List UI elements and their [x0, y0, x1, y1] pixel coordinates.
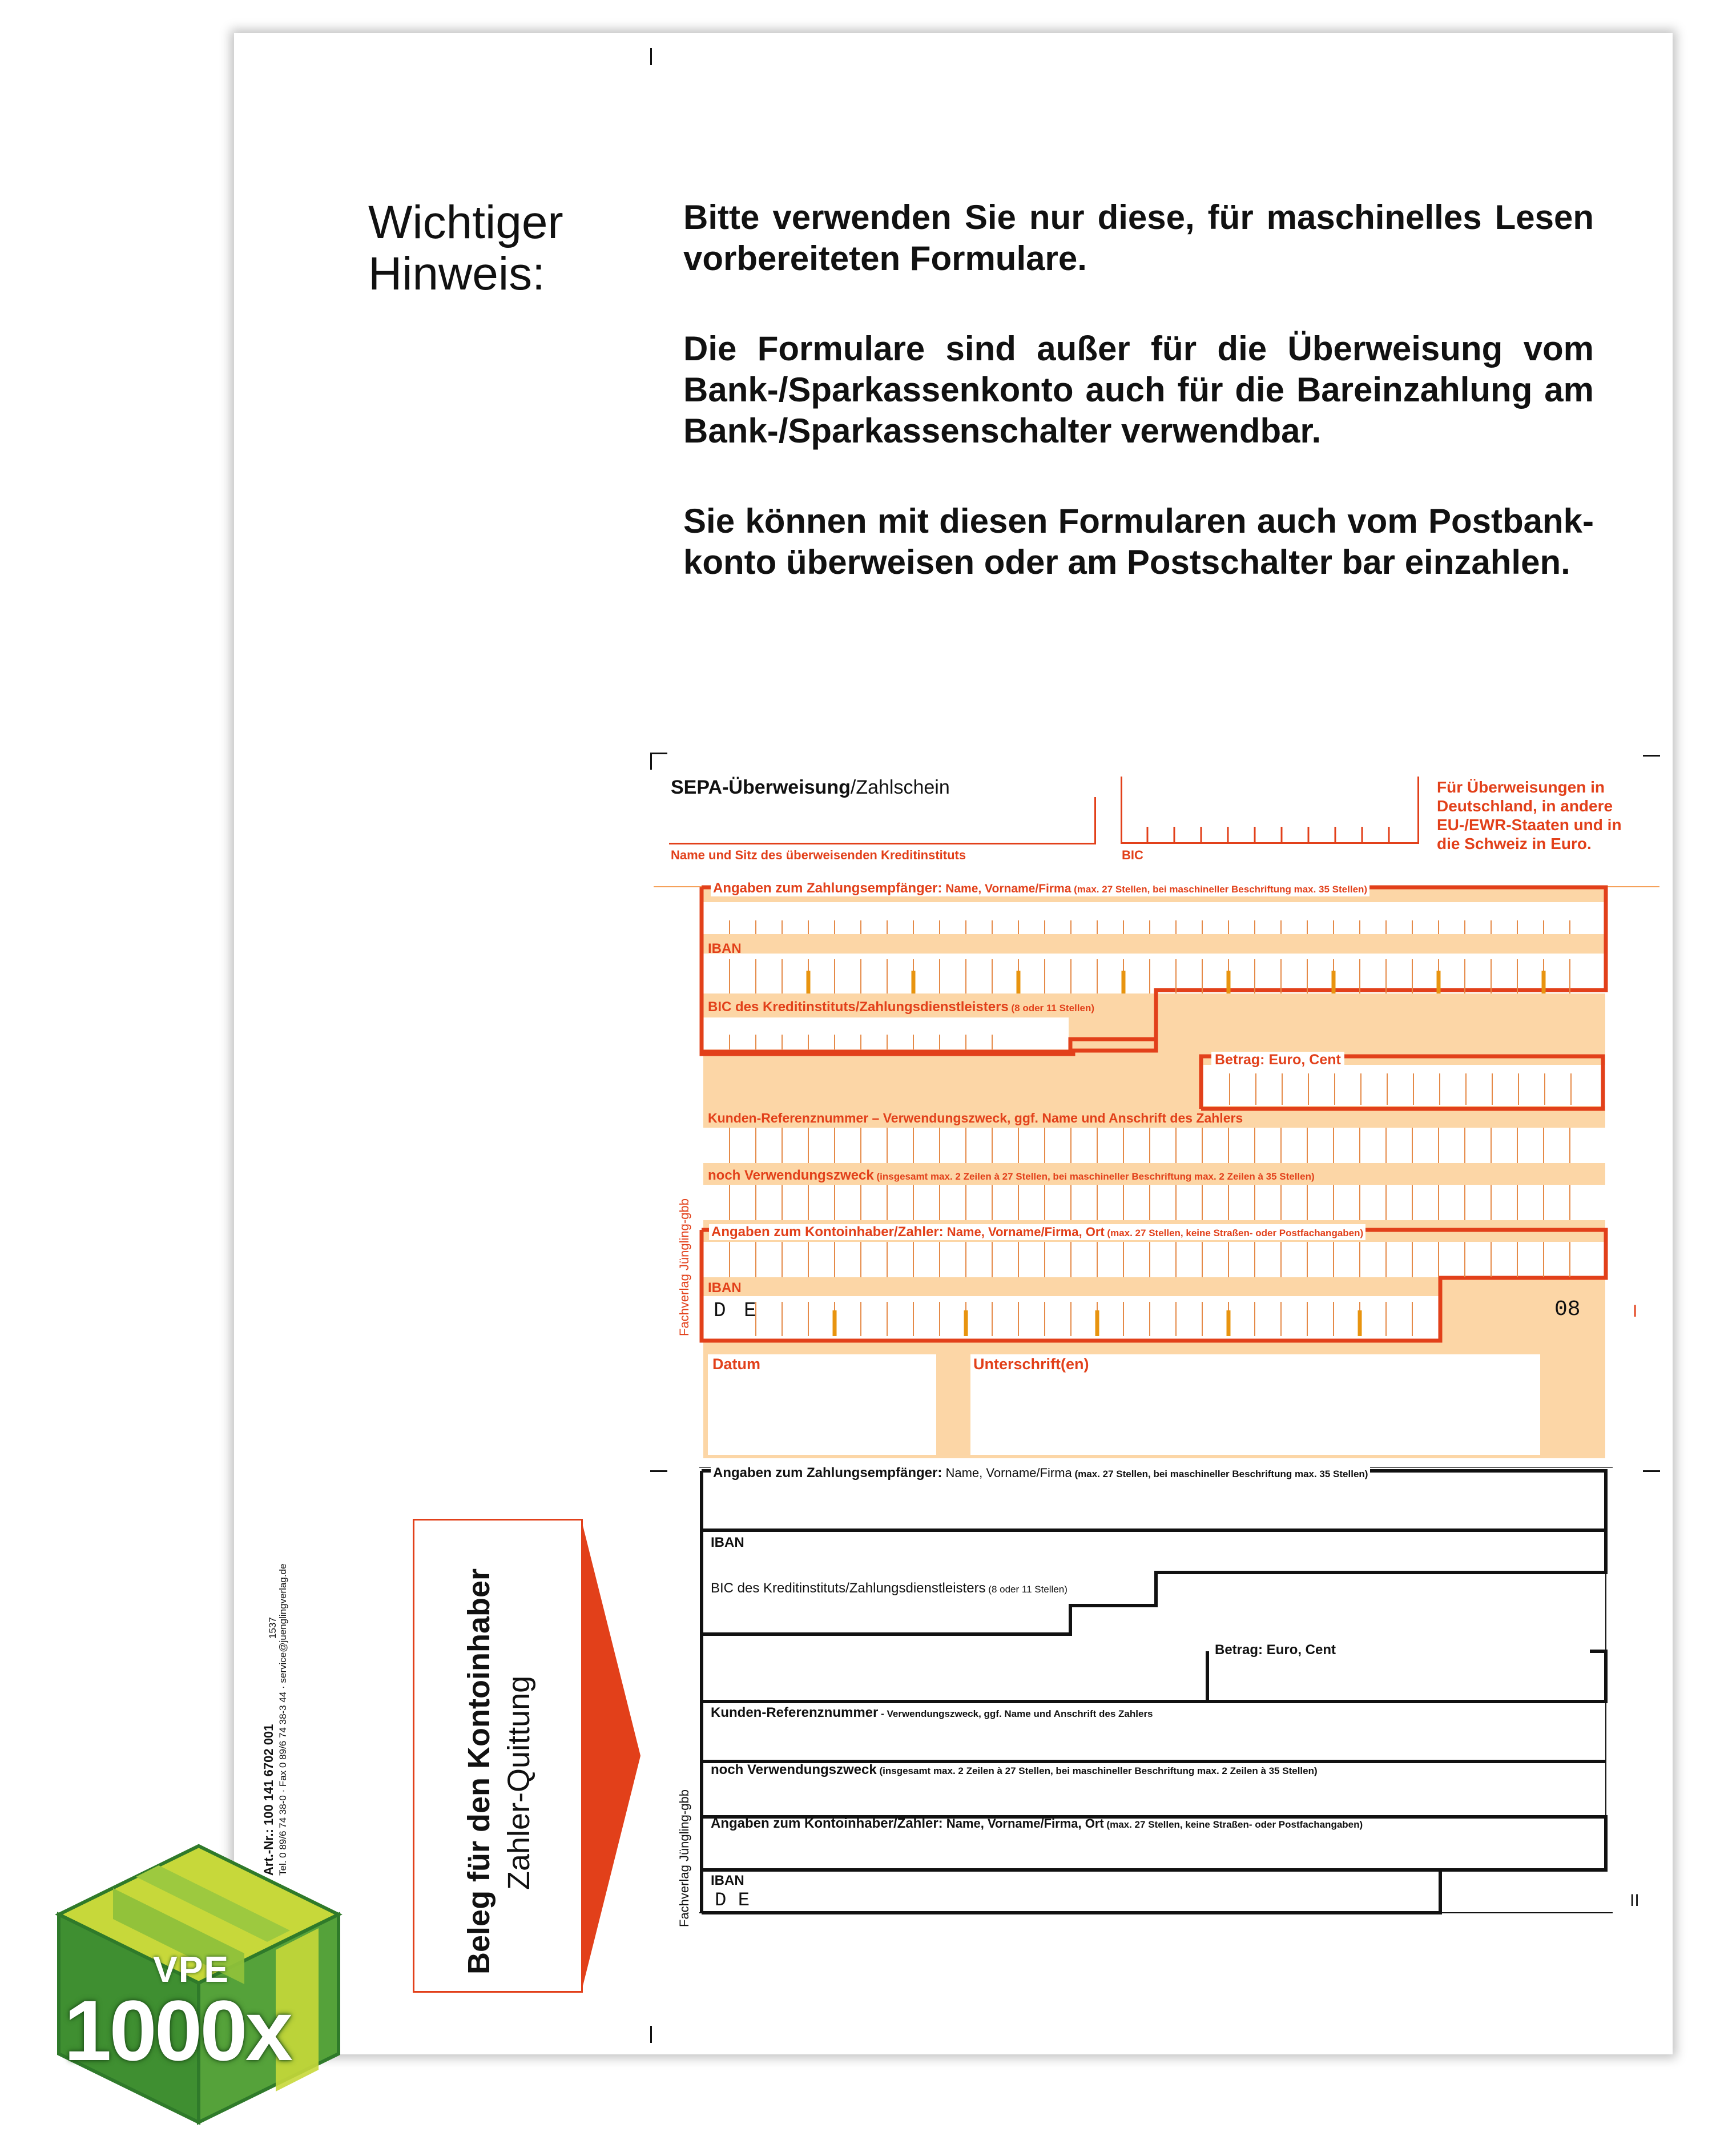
form-title-rest: /Zahlschein — [850, 777, 950, 798]
payer-iban-label: IBAN — [708, 1280, 742, 1296]
recipient-label — [711, 880, 1369, 896]
receipt-purpose-label-bold: noch Verwendungszweck — [711, 1762, 877, 1777]
notice-label: Wichtiger Hinweis: — [368, 196, 563, 300]
receipt-reference-label-small: - Verwendungszweck, ggf. Name und Anschrift des Zahlers — [878, 1708, 1153, 1719]
print-code: 1537 — [267, 1617, 278, 1639]
receipt-payer-label-bold: Angaben zum Kontoinhaber/Zahler: — [711, 1816, 943, 1831]
recipient-label-small: (max. 27 Stellen, bei maschineller Beschriftung max. 35 Stellen) — [1071, 884, 1368, 895]
crop-mark — [650, 753, 667, 754]
purpose-label-bold: noch Verwendungszweck — [708, 1168, 874, 1183]
receipt-recipient-label — [711, 1465, 1370, 1481]
recipient-ticks — [730, 920, 1570, 934]
publisher-upper: Fachverlag Jüngling-gbb — [677, 1198, 691, 1336]
purpose-label-small: (insgesamt max. 2 Zeilen à 27 Stellen, bei maschineller Beschriftung max. 2 Zeilen à 35 Stellen) — [873, 1171, 1315, 1182]
receipt-reference-label — [711, 1705, 1153, 1721]
notice-paragraph-2: Die Formulare sind außer für die Überweisung vom Bank-/Sparkassenkonto auch für die Bareinzahlung am Bank-/Sparkassenschalter verwendbar. — [683, 329, 1594, 450]
payer-label-bold: Angaben zum Kontoinhaber/Zahler: — [711, 1224, 944, 1240]
signature-label: Unterschrift(en) — [973, 1355, 1089, 1373]
payer-label-small: (max. 27 Stellen, keine Straßen- oder Postfachangaben) — [1104, 1228, 1364, 1238]
crop-mark — [650, 2026, 652, 2043]
publisher-lower: Fachverlag Jüngling-gbb — [677, 1789, 691, 1927]
receipt-bic-label-text: BIC des Kreditinstituts/Zahlungsdienstleisters — [711, 1580, 986, 1596]
iban-prefix-d: D — [714, 1299, 726, 1322]
bank-name-underline — [669, 843, 1096, 844]
vpe-quantity: 1000x — [64, 1982, 291, 2078]
article-number: Art.-Nr.: 100 141 6702 001 — [261, 1724, 276, 1876]
form-code: 08 — [1554, 1297, 1581, 1322]
form-title — [671, 777, 950, 799]
bic-ticks — [1121, 816, 1419, 844]
beleg-title: Beleg für den Kontoinhaber — [462, 1568, 496, 1974]
recipient-label-rest: Name, Vorname/Firma — [942, 882, 1071, 895]
beleg-subtitle: Zahler-Quittung — [502, 1675, 536, 1890]
bank-name-label: Name und Sitz des überweisenden Kreditinstituts — [671, 848, 966, 862]
receipt-bic-label-small: (8 oder 11 Stellen) — [985, 1584, 1068, 1595]
receipt-recipient-label-small: (max. 27 Stellen, bei maschineller Beschriftung max. 35 Stellen) — [1071, 1469, 1368, 1479]
iban-label: IBAN — [708, 941, 742, 956]
receipt-recipient-label-bold: Angaben zum Zahlungsempfänger: — [713, 1465, 942, 1481]
crop-mark — [650, 1470, 667, 1472]
eu-note: Für Überweisungen in Deutschland, in andere EU-/EWR-Staaten und in die Schweiz in Euro. — [1437, 778, 1622, 852]
bic-inst-label-text: BIC des Kreditinstituts/Zahlungsdienstleisters — [708, 999, 1009, 1015]
vpe-label: VPE — [153, 1949, 230, 1990]
iban-prefix-e: E — [744, 1299, 756, 1322]
bic-inst-label — [708, 999, 1094, 1015]
bic-inst-label-small: (8 oder 11 Stellen) — [1008, 1003, 1094, 1013]
receipt-payer-label-rest: Name, Vorname/Firma, Ort — [942, 1816, 1104, 1831]
bic-label: BIC — [1122, 848, 1143, 862]
receipt-recipient-label-rest: Name, Vorname/Firma — [942, 1466, 1072, 1480]
recipient-label-bold: Angaben zum Zahlungsempfänger: — [713, 880, 942, 896]
receipt-outline — [699, 1467, 1613, 1924]
crop-mark — [650, 48, 652, 65]
receipt-iban-label: IBAN — [711, 1535, 744, 1550]
purpose-label — [708, 1168, 1315, 1184]
reference-label: Kunden-Referenznummer – Verwendungszweck, ggf. Name und Anschrift des Zahlers — [708, 1111, 1243, 1125]
receipt-payer-label — [711, 1816, 1363, 1832]
amount-label: Betrag: Euro, Cent — [1211, 1052, 1344, 1068]
text-row-ticks — [730, 1128, 1570, 1277]
receipt-amount-label: Betrag: Euro, Cent — [1211, 1642, 1339, 1658]
crop-mark — [1643, 755, 1660, 757]
crop-mark — [1643, 1470, 1660, 1472]
notice-paragraph-1: Bitte verwenden Sie nur diese, für maschinelles Lesen vorbereiteten Formulare. — [683, 198, 1594, 277]
receipt-purpose-label-small: (insgesamt max. 2 Zeilen à 27 Stellen, bei maschineller Beschriftung max. 2 Zeilen à 35 Stellen) — [876, 1765, 1318, 1776]
notice-text — [683, 197, 1594, 632]
roman-numeral-2: II — [1630, 1891, 1640, 1910]
notice-paragraph-3: Sie können mit diesen Formularen auch vom Postbank-konto überweisen oder am Postschalter bar einzahlen. — [683, 502, 1594, 581]
payer-iban-ticks — [756, 1302, 1412, 1336]
receipt-reference-label-bold: Kunden-Referenznummer — [711, 1705, 879, 1720]
amount-ticks — [1230, 1073, 1571, 1105]
receipt-payer-iban-label: IBAN — [711, 1873, 744, 1888]
contact-info: Tel. 0 89/6 74 38-0 · Fax 0 89/6 74 38-3 44 · service@juenglingverlag.de — [277, 1563, 288, 1876]
iban-ticks — [730, 959, 1570, 993]
form-title-bold: SEPA-Überweisung — [671, 777, 851, 798]
roman-numeral-1: I — [1633, 1302, 1638, 1321]
bank-name-divider — [1094, 797, 1096, 844]
date-label: Datum — [712, 1355, 761, 1373]
beleg-box — [413, 1519, 583, 1993]
receipt-payer-label-small: (max. 27 Stellen, keine Straßen- oder Postfachangaben) — [1103, 1819, 1363, 1830]
bic-row-ticks — [730, 1035, 992, 1049]
beleg-arrow — [581, 1519, 645, 1993]
receipt-iban-prefix: D E — [715, 1890, 750, 1912]
crop-mark — [650, 753, 652, 770]
receipt-purpose-label — [711, 1762, 1318, 1778]
payer-label-rest: Name, Vorname/Firma, Ort — [943, 1225, 1105, 1239]
payer-label — [709, 1224, 1365, 1240]
receipt-bic-label — [711, 1580, 1068, 1596]
